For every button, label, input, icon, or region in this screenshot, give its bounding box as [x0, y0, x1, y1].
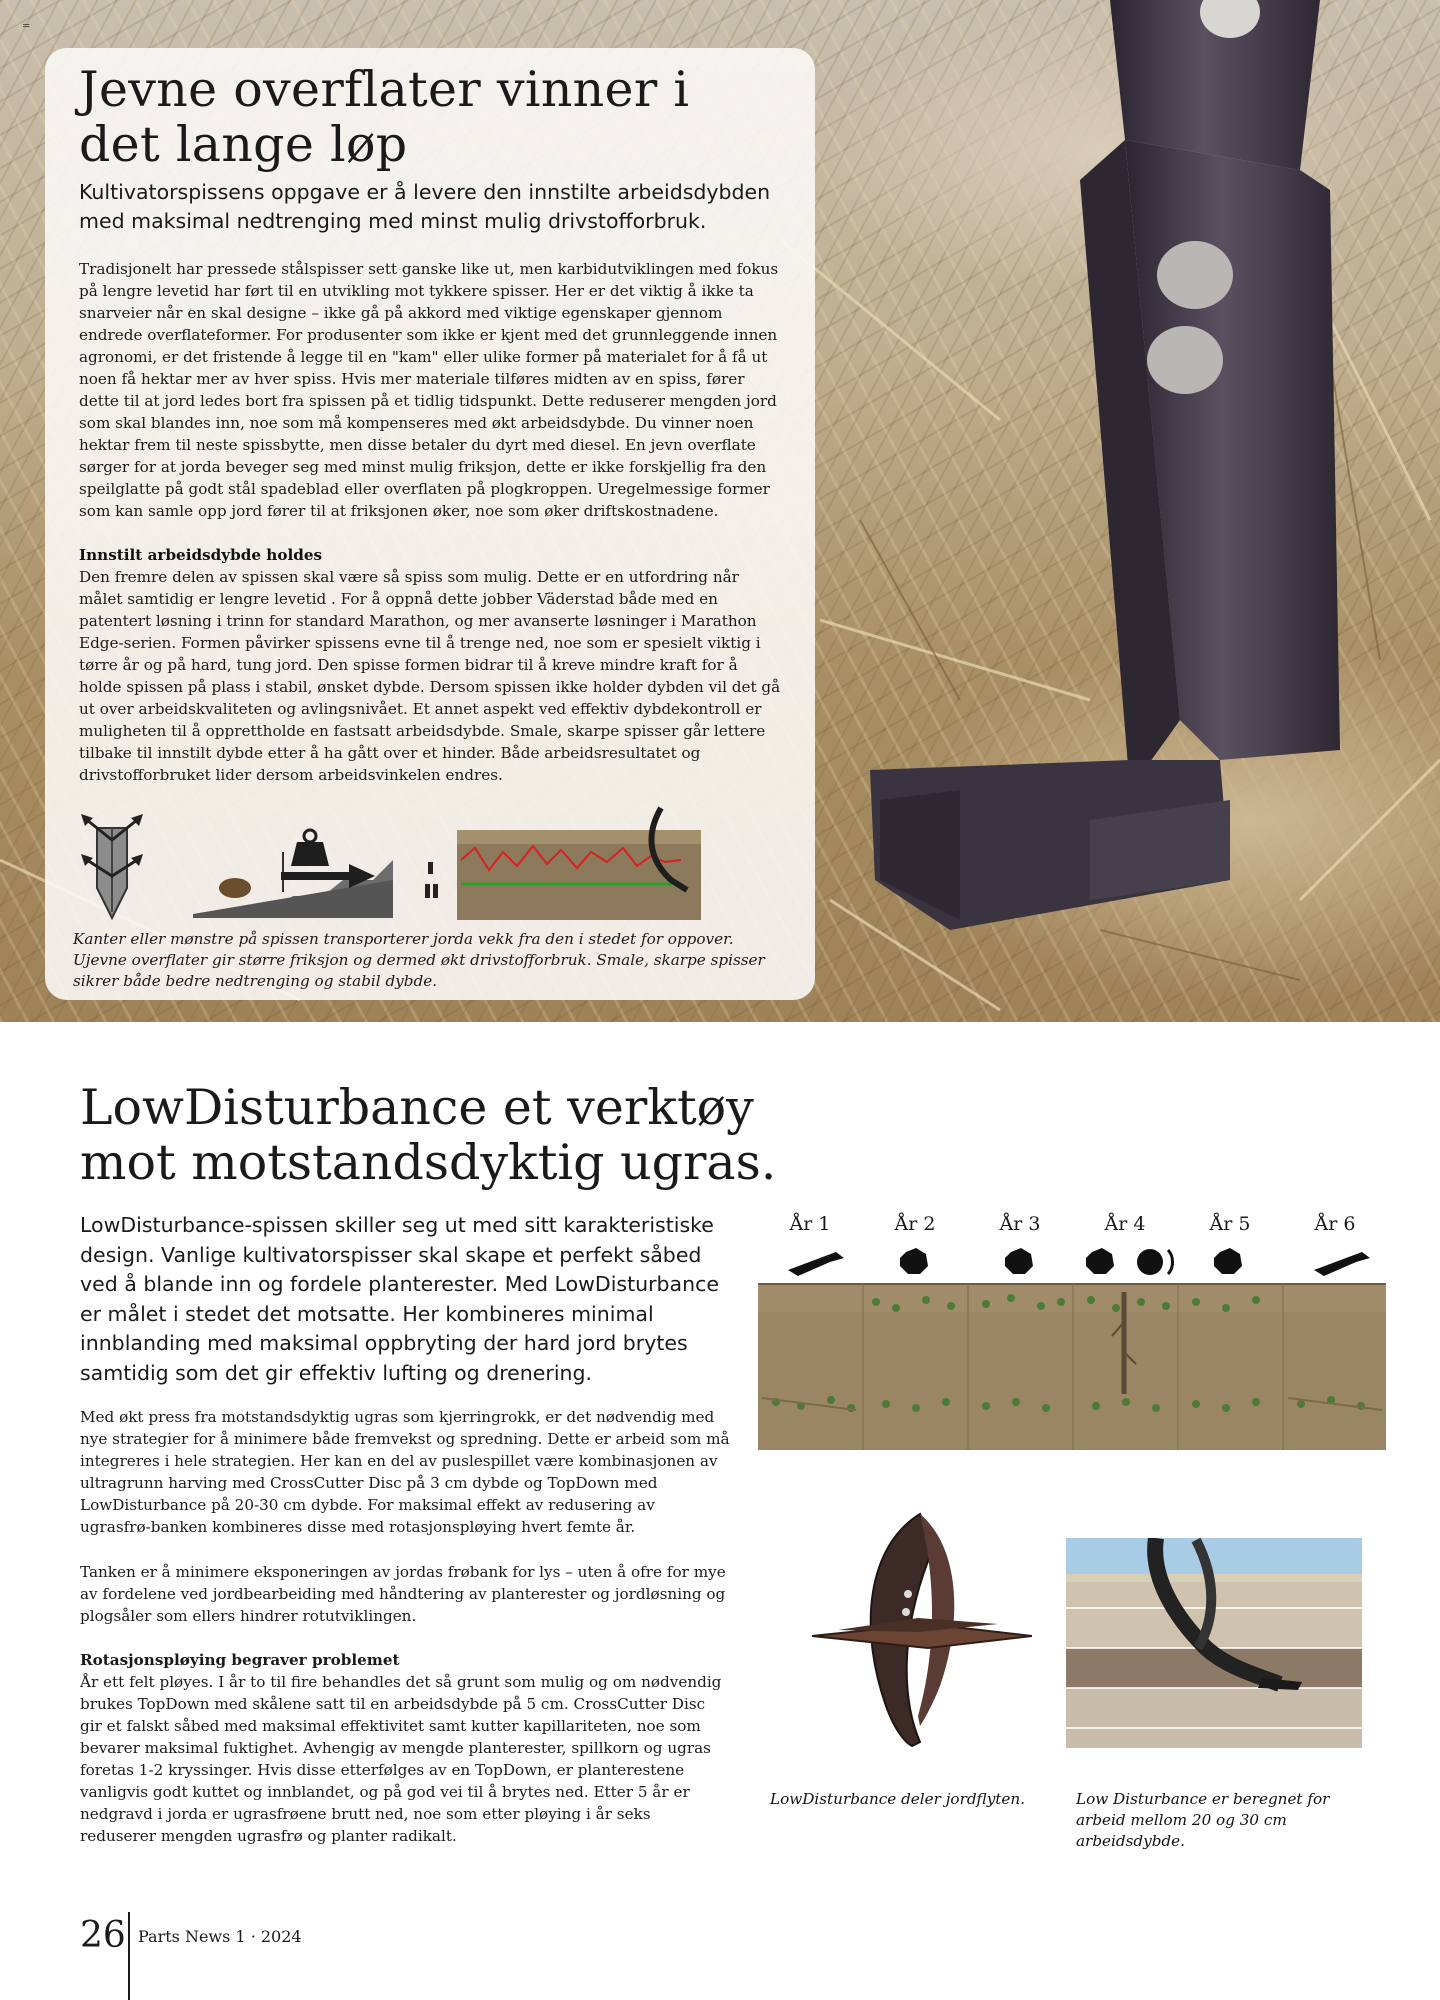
- hero-title: Jevne overflater vinner i det lange løp: [79, 61, 690, 173]
- rotation-years-diagram: [756, 1212, 1388, 1452]
- hero-body: Tradisjonelt har pressede stålspisser sett ganske like ut, men karbidutviklingen med fokus på lengre levetid har ført til en utvikling mot tykkere spisser. Her er det viktig å ikke ta snarveier når en skal designe – ikke gå på akkord med viktige egenskaper gjennom endrede overflateformer. For produsenter som ikke er kjent med det grunnleggende innen agronomi, er det fristende å legge til en "kam" eller ulike former på materialet for å få ut noen få hektar mer av hver spiss. Hvis mer materiale tilføres midten av en spiss, fører dette til at jord ledes bort fra spissen på et tidlig tidspunkt. Dette reduserer mengden jord som skal blandes inn, noe som må kompenseres med økt arbeidsdybde. Du vinner noen hektar frem til neste spissbytte, men disse betaler du dyrt med diesel. En jevn overflate sørger for at jorda beveger seg med minst mulig friksjon, dette er ikke forskjellig fra den speilglatte på godt stål spadeblad eller overflaten på plogkroppen. Uregelmessige former som kan samle opp jord fører til at friksjonen øker, noe som øker driftskostnadene.: [79, 260, 779, 520]
- publication-name: Parts News 1 · 2024: [138, 1927, 302, 1946]
- plough-icon: [788, 1252, 844, 1276]
- section-paragraph-1: Med økt press fra motstandsdyktig ugras som kjerringrokk, er det nødvendig med nye strategier for å minimere både fremvekst og spredning. Dette er arbeid som må integreres i hele strategien. Her kan en del av puslespillet være kombinasjonen av ultragrunn harving med CrossCutter Disc på 3 cm dybde og TopDown med LowDisturbance på 20-30 cm dybde. For maksimal effekt av redusering av ugrasfrø-banken kombineres disse med rotasjonspløying hvert femte år.: [80, 1408, 730, 1536]
- hero-caption: Kanter eller mønstre på spissen transporterer jorda vekk fra den i stedet for oppover. Ujevne overflater gir større friksjon og dermed økt drivstofforbruk. Smale, skarpe spisser sikrer både bedre nedtrenging og stabil dybde.: [73, 930, 765, 990]
- year-label: År 4: [1104, 1213, 1146, 1235]
- caption-right: Low Disturbance er beregnet for arbeid mellom 20 og 30 cm arbeidsdybde.: [1076, 1790, 1330, 1850]
- hero-text-panel: [45, 48, 815, 1000]
- year-label: År 6: [1314, 1213, 1356, 1235]
- tine-shape-diagram: [75, 800, 815, 925]
- lowdisturbance-tine-illustration: [808, 1506, 1032, 1756]
- hero-subhead: Innstilt arbeidsdybde holdes: [79, 546, 323, 564]
- plough-icon: [1314, 1252, 1370, 1276]
- disc-icon: [1214, 1248, 1242, 1274]
- pointed-tine-icon: [81, 814, 143, 918]
- section-lead: LowDisturbance-spissen skiller seg ut med sitt karakteristiske design. Vanlige kultivatorspisser skal skape et perfekt såbed ved å blande inn og fordele planterester. Med LowDisturbance er målet i stedet det motsatte. Her kombineres minimal innblanding med maksimal oppbryting der hard jord brytes samtidig som det gir effektiv lufting og drenering.: [80, 1213, 719, 1385]
- year-label: År 2: [894, 1213, 936, 1235]
- disc-icon: [900, 1248, 928, 1274]
- crosscutter-icon: [1137, 1249, 1163, 1275]
- caption-left: LowDisturbance deler jordflyten.: [770, 1790, 1025, 1808]
- friction-weight-icon: [193, 830, 393, 918]
- disc-icon: [1086, 1248, 1114, 1274]
- menu-icon[interactable]: =: [22, 21, 31, 32]
- page-number: 26: [80, 1915, 126, 1956]
- working-depth-photo: [1066, 1538, 1362, 1748]
- section-title: LowDisturbance et verktøy mot motstandsdyktig ugras.: [80, 1079, 777, 1191]
- depth-mark-icon: [425, 862, 438, 898]
- year-label: År 1: [789, 1213, 831, 1235]
- year-label: År 5: [1209, 1213, 1251, 1235]
- disc-icon: [1005, 1248, 1033, 1274]
- soil-depth-chart-icon: [457, 808, 701, 920]
- year-label: År 3: [999, 1213, 1041, 1235]
- hero-lead: Kultivatorspissens oppgave er å levere den innstilte arbeidsdybden med maksimal nedtrenging med minst mulig drivstofforbruk.: [79, 180, 771, 233]
- footer-divider: [128, 1912, 130, 2000]
- section-subhead: Rotasjonspløying begraver problemet: [80, 1651, 400, 1669]
- hero-body-2: Den fremre delen av spissen skal være så spiss som mulig. Dette er en utfordring når målet samtidig er lengre levetid . For å oppnå dette jobber Väderstad både med en patentert løsning i trinn for standard Marathon, og mer avanserte løsninger i Marathon Edge-serien. Formen påvirker spissens evne til å trenge ned, noe som er spesielt viktig i tørre år og på hard, tung jord. Den spisse formen bidrar til å kreve mindre kraft for å holde spissen på plass i stabil, ønsket dybde. Dersom spissen ikke holder dybden vil det gå ut over arbeidskvaliteten og avlingsnivået. Et annet aspekt ved effektiv dybdekontroll er muligheten til å opprettholde en fastsatt arbeidsdybde. Smale, skarpe spisser går lettere tilbake til innstilt dybde etter å ha gått over et hinder. Både arbeidsresultatet og drivstofforbruket lider dersom arbeidsvinkelen endres.: [79, 568, 781, 784]
- lowdisturbance-icon: [1168, 1250, 1173, 1274]
- section-paragraph-3: År ett felt pløyes. I år to til fire behandles det så grunt som mulig og om nødvendig brukes TopDown med skålene satt til en arbeidsdybde på 5 cm. CrossCutter Disc gir et falskt såbed med maksimal effektivitet samt kutter kapillariteten, noe som bevarer maksimal fuktighet. Avhengig av mengde planterester, spillkorn og ugras foretas 1-2 kryssinger. Hvis disse etterfølges av en TopDown, er planterestene vanligvis godt kuttet og innblandet, og på god vei til å brytes ned. Etter 5 år er nedgravd i jorda er ugrasfrøene brutt ned, noe som etter pløying i år seks reduserer mengden ugrasfrø og planter radikalt.: [80, 1673, 722, 1845]
- soil-profile-graphic: [756, 1212, 1388, 1452]
- section-paragraph-2: Tanken er å minimere eksponeringen av jordas frøbank for lys – uten å ofre for mye av fordelene ved jordbearbeiding med håndtering av planterester og jordløsning og plogsåler som ellers hindrer rotutviklingen.: [80, 1563, 726, 1625]
